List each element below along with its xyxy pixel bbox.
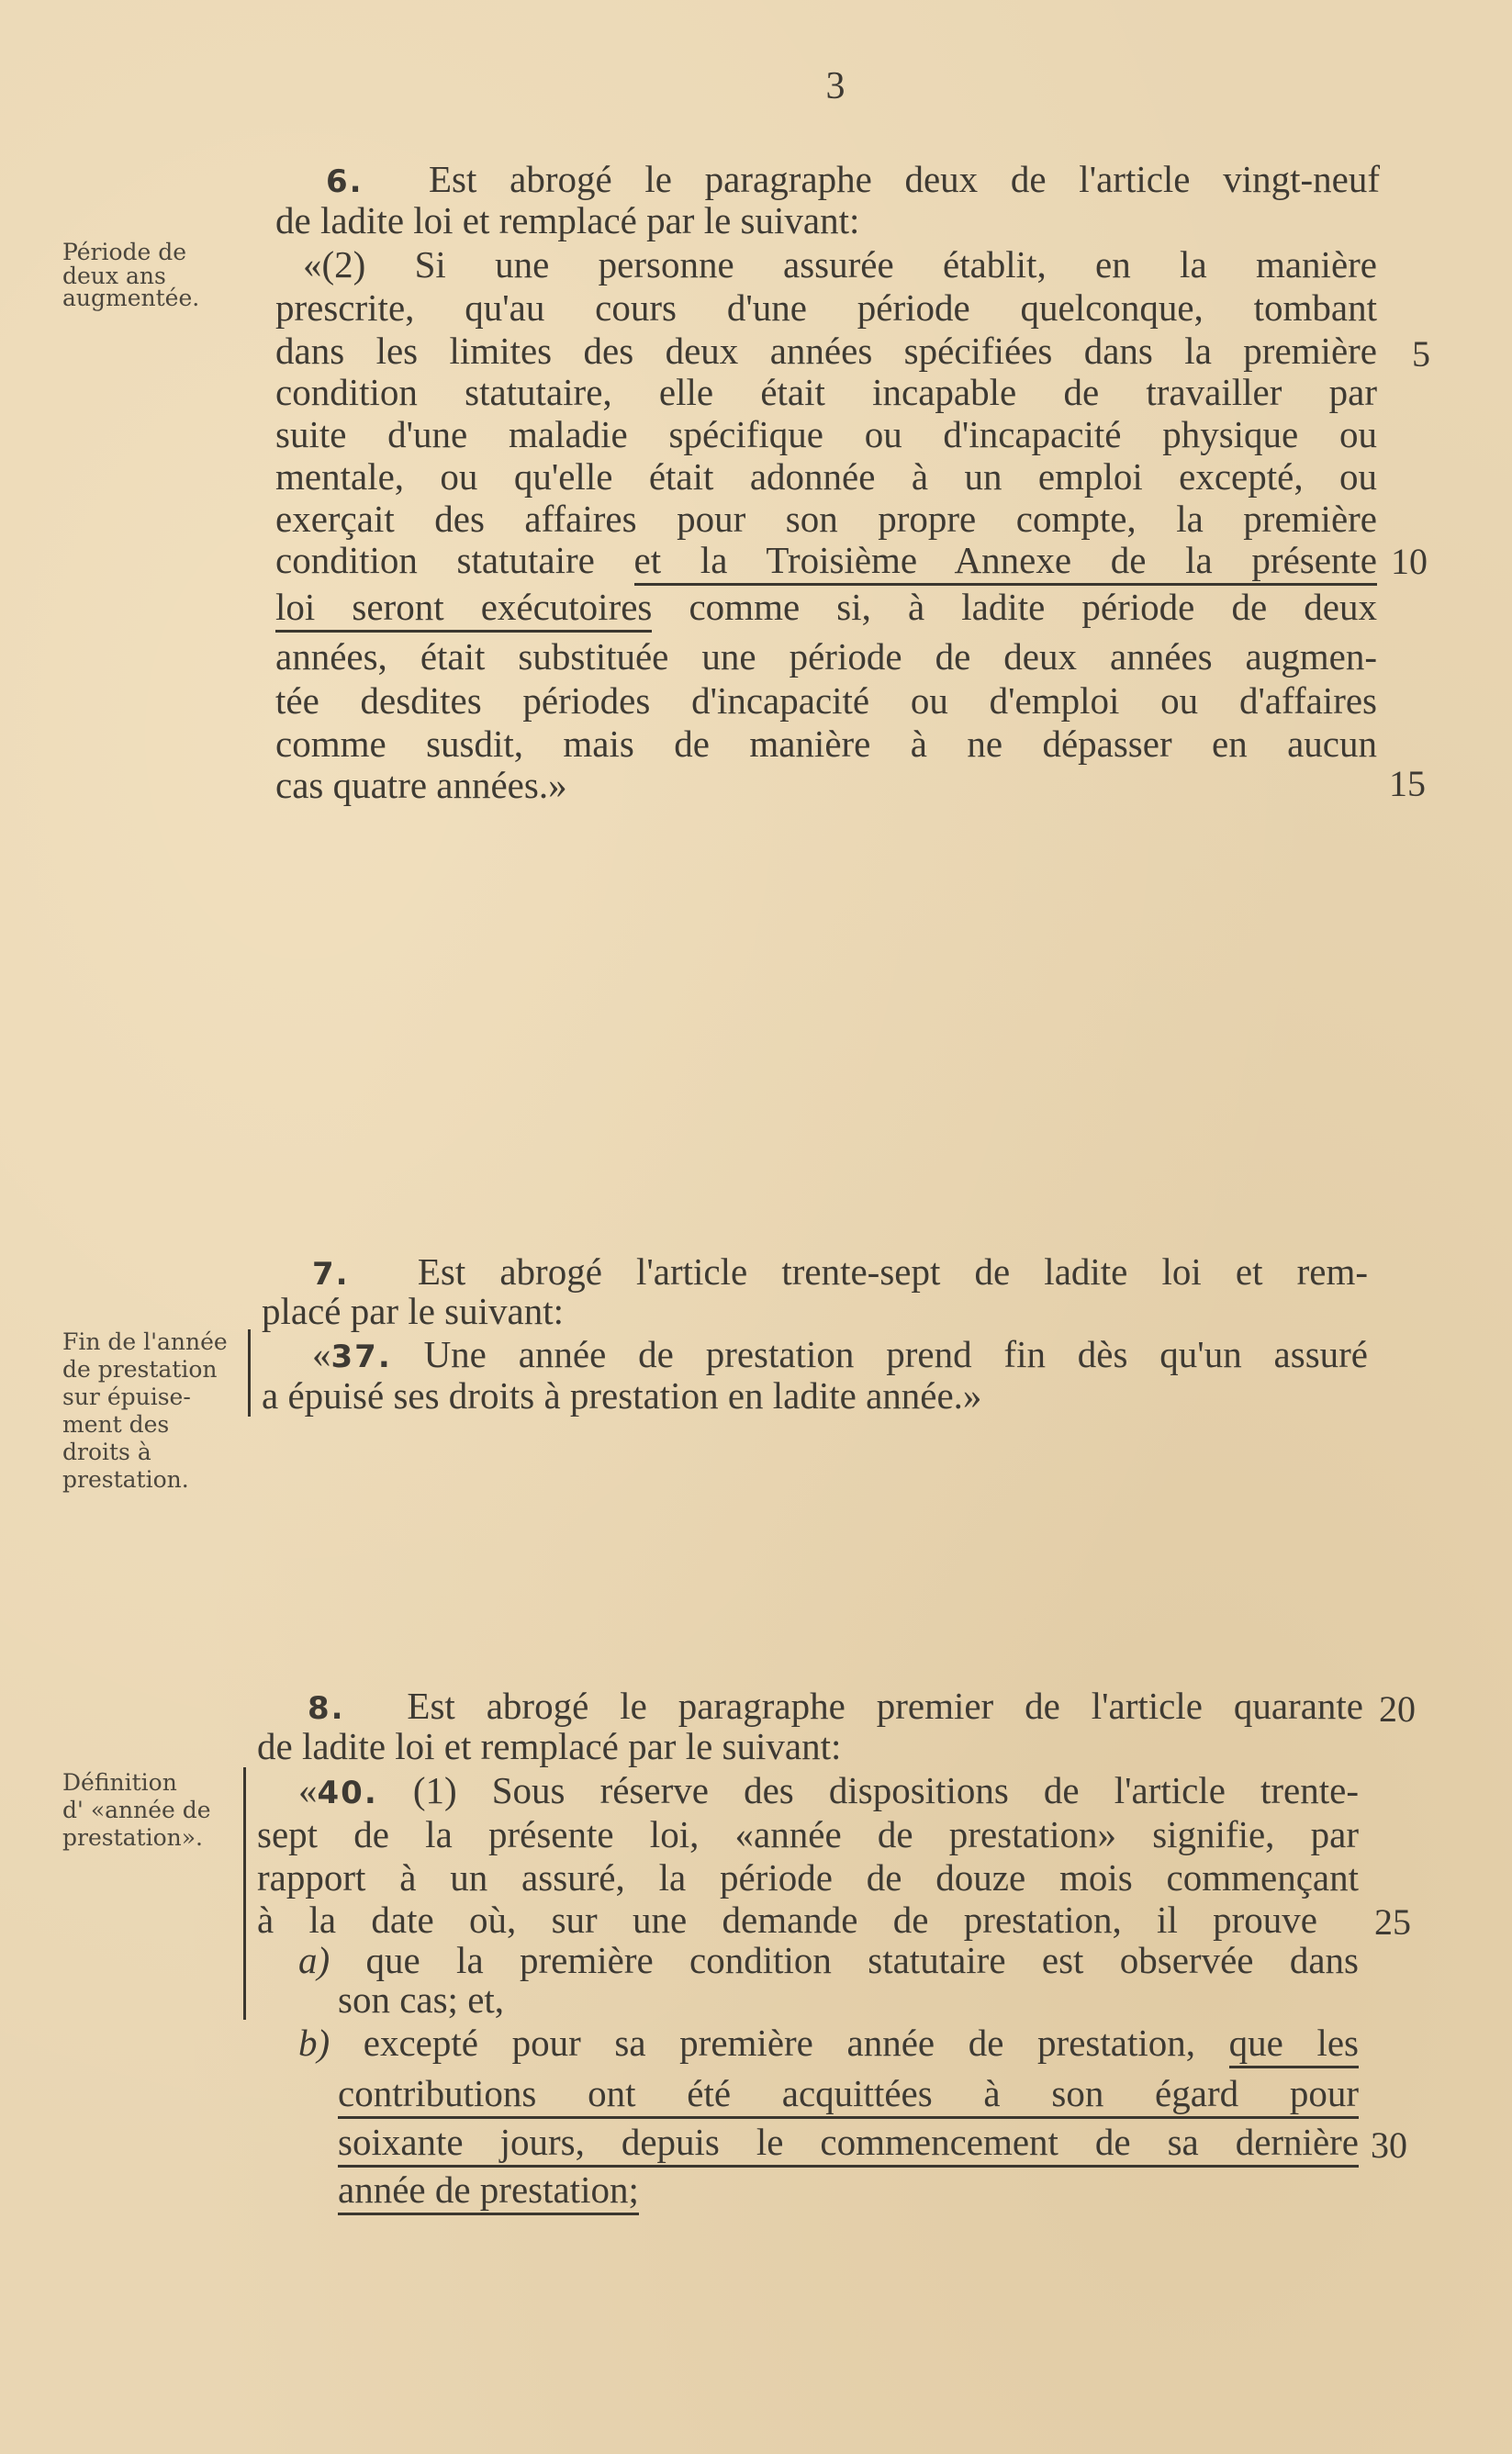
- text-fragment: Est abrogé l'article trente-sept de ladite loi et rem-: [417, 1250, 1369, 1293]
- text-line: [298, 2020, 1359, 2066]
- margin-rule: [248, 1329, 251, 1417]
- text-line: [298, 1767, 1359, 1816]
- text-fragment: «: [298, 1769, 318, 1811]
- underlined-text: loi seront exécutoires: [275, 586, 652, 633]
- text-fragment: Est abrogé le paragraphe premier de l'article quarante: [407, 1685, 1363, 1727]
- text-line: comme susdit, mais de manière à ne dépasser en aucun: [275, 723, 1377, 765]
- text-line: suite d'une maladie spécifique ou d'incapacité physique ou: [275, 413, 1377, 455]
- margin-rule: [243, 1767, 246, 2020]
- margin-note-definition: [62, 1769, 211, 1852]
- section-number: 6.: [326, 163, 364, 200]
- margin-note-line: augmentée.: [62, 285, 200, 311]
- text-line: rapport à un assuré, la période de douze mois commençant: [257, 1856, 1359, 1899]
- text-fragment: (1) Sous réserve des dispositions de l'article trente-: [377, 1769, 1359, 1811]
- text-fragment: condition statutaire: [275, 539, 634, 581]
- text-line: [338, 2070, 1359, 2116]
- text-line: condition statutaire, elle était incapable de travailler par: [275, 371, 1377, 413]
- text-line: [275, 584, 1377, 630]
- underlined-text: contributions ont été acquittées à son égard pour: [338, 2072, 1359, 2119]
- page-number: 3: [825, 65, 846, 107]
- margin-note-fin-annee: [62, 1328, 228, 1494]
- text-line: son cas; et,: [338, 1978, 505, 2021]
- text-line: placé par le suivant:: [262, 1290, 565, 1332]
- margin-note-line: sur épuise-: [62, 1384, 191, 1410]
- text-line: années, était substituée une période de deux années augmen-: [275, 635, 1377, 678]
- enumeration-marker: a): [298, 1939, 330, 1981]
- enumeration-marker: b): [298, 2022, 330, 2064]
- section-number: 37.: [330, 1339, 392, 1375]
- section-number: 7.: [312, 1256, 350, 1293]
- text-line: prescrite, qu'au cours d'une période quelconque, tombant: [275, 286, 1377, 329]
- text-fragment: Est abrogé le paragraphe deux de l'article vingt-neuf: [429, 158, 1381, 200]
- text-line: [338, 2167, 1072, 2213]
- margin-note-line: deux ans: [62, 263, 166, 289]
- text-line: de ladite loi et remplacé par le suivant:: [275, 199, 860, 241]
- underlined-text: que les: [1229, 2022, 1359, 2068]
- line-number: 30: [1371, 2124, 1407, 2166]
- line-number: 20: [1379, 1688, 1416, 1730]
- text-line: à la date où, sur une demande de prestation, il prouve: [257, 1899, 1317, 1941]
- text-line: cas quatre années.»: [275, 764, 567, 806]
- margin-note-line: Période de: [62, 239, 187, 265]
- text-line: de ladite loi et remplacé par le suivant:: [257, 1725, 842, 1767]
- text-line: dans les limites des deux années spécifiées dans la première: [275, 330, 1377, 372]
- text-line: «(2) Si une personne assurée établit, en la manière: [303, 243, 1377, 286]
- margin-note-line: Fin de l'année: [62, 1328, 228, 1355]
- margin-note-line: d' «année de: [62, 1797, 211, 1823]
- margin-note-line: prestation.: [62, 1466, 189, 1493]
- text-line: tée desdites périodes d'incapacité ou d'emploi ou d'affaires: [275, 679, 1377, 722]
- text-fragment: «: [312, 1333, 331, 1375]
- text-line: a épuisé ses droits à prestation en ladite année.»: [262, 1374, 982, 1417]
- margin-note-line: droits à: [62, 1439, 151, 1465]
- margin-note-periode: [62, 239, 199, 312]
- line-number: 15: [1389, 763, 1426, 804]
- text-line: [338, 2119, 1359, 2165]
- line-number: 5: [1412, 333, 1430, 375]
- text-fragment: excepté pour sa première année de prestation,: [330, 2022, 1229, 2064]
- text-fragment: comme si, à ladite période de deux: [652, 586, 1377, 628]
- text-fragment: que la première condition statutaire est observée dans: [330, 1939, 1359, 1981]
- section-number: 40.: [317, 1775, 378, 1811]
- underlined-text: et la Troisième Annexe de la présente: [634, 539, 1377, 586]
- text-line: sept de la présente loi, «année de prestation» signifie, par: [257, 1813, 1359, 1855]
- text-line: exerçait des affaires pour son propre compte, la première: [275, 498, 1377, 540]
- line-number: 25: [1374, 1901, 1411, 1943]
- text-fragment: Une année de prestation prend fin dès qu'un assuré: [391, 1333, 1368, 1375]
- line-number: 10: [1391, 541, 1428, 582]
- underlined-text: année de prestation;: [338, 2168, 639, 2215]
- text-line: [275, 537, 1377, 583]
- margin-note-line: prestation».: [62, 1824, 203, 1851]
- margin-note-line: ment des: [62, 1411, 170, 1438]
- section-number: 8.: [308, 1690, 345, 1727]
- margin-note-line: de prestation: [62, 1356, 218, 1383]
- underlined-text: soixante jours, depuis le commencement de sa dernière: [338, 2121, 1359, 2168]
- text-line: mentale, ou qu'elle était adonnée à un emploi excepté, ou: [275, 455, 1377, 498]
- margin-note-line: Définition: [62, 1769, 177, 1796]
